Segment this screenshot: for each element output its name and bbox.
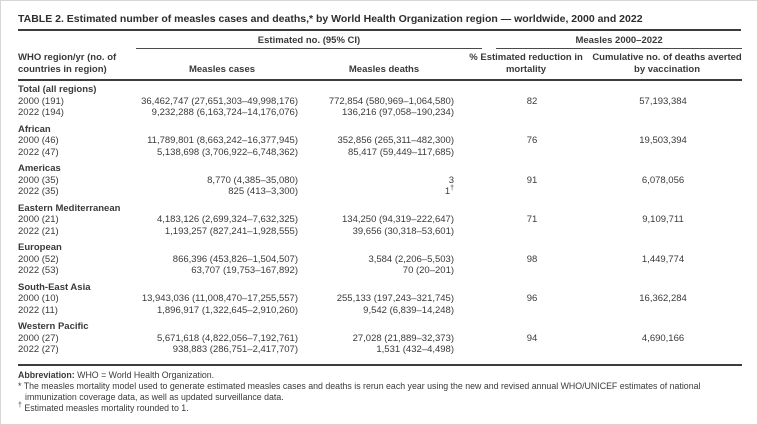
data-row (18, 333, 742, 345)
cell-averted (592, 265, 742, 277)
cell-cases: 5,138,698 (3,706,922–6,748,362) (156, 146, 298, 158)
cell-pct (460, 147, 592, 159)
data-row (18, 135, 742, 147)
cell-deaths: 134,250 (94,319–222,647) (342, 214, 455, 225)
abbreviation-text: WHO = World Health Organization. (77, 369, 215, 380)
cell-averted: 1,449,774 (641, 253, 685, 265)
cell-yr: 2000 (191) (18, 95, 64, 107)
cell-deaths: 70 (20–201) (402, 265, 455, 276)
data-row (18, 96, 742, 108)
cell-cases: 11,789,801 (8,663,242–16,377,945) (147, 135, 298, 146)
cell-cases: 938,883 (286,751–2,417,707) (172, 344, 298, 355)
cell-deaths: 352,856 (265,311–482,300) (337, 135, 455, 146)
cell-yr: 2000 (46) (18, 135, 59, 146)
stub-spacer (18, 31, 136, 49)
data-row (18, 344, 742, 356)
cell-averted: 6,078,056 (641, 174, 685, 186)
cell-deaths: 85,417 (59,449–117,685) (348, 146, 455, 158)
cell-yr: 2022 (35) (18, 186, 59, 197)
cell-pct (460, 107, 592, 119)
data-row (18, 305, 742, 317)
cell-cases: 9,232,288 (6,163,724–14,176,076) (151, 107, 298, 118)
region-row: Eastern Mediterranean (18, 202, 121, 214)
cell-deaths: 1† (444, 184, 455, 197)
cell-pct: 96 (526, 293, 538, 304)
cell-cases: 13,943,036 (11,008,470–17,255,557) (141, 293, 298, 304)
footnote-dagger: † Estimated measles mortality rounded to 1. (18, 402, 189, 414)
cell-yr: 2022 (47) (18, 146, 59, 158)
region-row: African (18, 123, 51, 135)
col-header-measles-deaths: Measles deaths (308, 49, 460, 80)
cell-deaths: 3,584 (2,206–5,503) (368, 253, 455, 265)
col-header-who-region: WHO region/yr (no. of countries in region) (18, 49, 136, 80)
cell-averted: 9,109,711 (642, 214, 684, 225)
cell-yr: 2022 (53) (18, 265, 59, 276)
cell-pct: 98 (526, 253, 538, 265)
cell-cases: 1,896,917 (1,322,645–2,910,260) (156, 304, 298, 316)
data-row (18, 186, 742, 198)
cell-averted (592, 107, 742, 119)
cell-pct (460, 265, 592, 277)
footnote-abbreviation (18, 370, 742, 381)
cell-averted: 57,193,384 (639, 95, 687, 107)
cell-averted: 19,503,394 (639, 135, 687, 146)
cell-yr: 2000 (27) (18, 332, 59, 344)
cell-pct: 91 (526, 174, 538, 186)
cell-averted (592, 226, 742, 238)
cell-pct: 94 (526, 332, 538, 344)
region-row: European (18, 242, 62, 253)
spanner-measles-2000-2022: Measles 2000–2022 (496, 35, 742, 49)
data-row (18, 147, 742, 159)
cell-cases: 825 (413–3,300) (228, 186, 298, 197)
cell-cases: 1,193,257 (827,241–1,928,555) (164, 225, 298, 237)
spanner-estimated-no: Estimated no. (95% CI) (136, 35, 482, 49)
cell-cases: 8,770 (4,385–35,080) (207, 174, 298, 186)
cell-averted: 4,690,166 (641, 332, 685, 344)
cell-yr: 2022 (194) (18, 107, 64, 118)
cell-deaths: 27,028 (21,889–32,373) (352, 332, 455, 344)
cell-pct (460, 344, 592, 356)
cell-yr: 2000 (21) (18, 214, 59, 225)
cell-deaths: 255,133 (197,243–321,745) (336, 293, 455, 304)
cell-averted (592, 344, 742, 356)
data-row (18, 293, 742, 305)
cell-pct (460, 226, 592, 238)
cell-yr: 2000 (10) (18, 293, 59, 304)
cell-yr: 2022 (11) (18, 304, 58, 316)
footnote-asterisk: * The measles mortality model used to generate estimated measles cases and deaths is rerun each year using the new and revised annual WHO/UNICEF estimates of national immunization coverage data, as well as updated surveillance data. (18, 380, 701, 403)
cell-cases: 4,183,126 (2,699,324–7,632,325) (156, 214, 298, 225)
cell-deaths: 39,656 (30,318–53,601) (352, 225, 455, 237)
cell-cases: 866,396 (453,826–1,504,507) (172, 253, 298, 265)
abbreviation-label: Abbreviation: (18, 369, 75, 380)
region-row: South-East Asia (18, 281, 91, 293)
data-row (18, 175, 742, 187)
column-header-row (18, 49, 742, 80)
data-row (18, 254, 742, 266)
data-row (18, 107, 742, 119)
cell-pct (460, 305, 592, 317)
table-title: TABLE 2. Estimated number of measles cases and deaths,* by World Health Organization region — worldwide, 2000 and 2022 (18, 13, 741, 31)
cell-deaths: 136,216 (97,058–190,234) (342, 107, 455, 118)
data-row (18, 226, 742, 238)
col-header-measles-cases: Measles cases (136, 49, 308, 80)
cell-averted (592, 186, 742, 198)
cell-averted (592, 147, 742, 159)
spanner-row (18, 31, 742, 49)
cell-pct (460, 186, 592, 198)
data-row (18, 265, 742, 277)
col-header-pct-reduction: % Estimated reduction in mortality (460, 49, 592, 80)
cell-deaths: 9,542 (6,839–14,248) (363, 304, 455, 316)
cell-yr: 2022 (21) (18, 225, 59, 237)
cell-cases: 36,462,747 (27,651,303–49,998,176) (141, 95, 298, 107)
region-row: Western Pacific (18, 321, 89, 332)
data-row (18, 214, 742, 226)
cell-yr: 2000 (35) (18, 174, 59, 186)
cell-pct: 82 (526, 95, 538, 107)
region-row: Americas (18, 163, 61, 174)
cell-deaths: 772,854 (580,969–1,064,580) (328, 95, 455, 107)
cell-pct: 76 (526, 135, 538, 146)
cell-cases: 63,707 (19,753–167,892) (191, 265, 298, 276)
col-header-deaths-averted: Cumulative no. of deaths averted by vaccination (592, 49, 742, 80)
cell-averted (592, 305, 742, 317)
footnotes (18, 364, 742, 415)
region-row: Total (all regions) (18, 84, 97, 95)
cell-yr: 2000 (52) (18, 253, 59, 265)
cell-yr: 2022 (27) (18, 344, 59, 355)
cell-pct: 71 (526, 214, 538, 225)
measles-table (18, 31, 742, 356)
cell-deaths: 3 (448, 174, 455, 186)
table-body (18, 80, 742, 356)
cell-deaths: 1,531 (432–4,498) (376, 344, 455, 355)
cell-averted: 16,362,284 (639, 293, 687, 304)
cell-cases: 5,671,618 (4,822,056–7,192,761) (156, 332, 298, 344)
